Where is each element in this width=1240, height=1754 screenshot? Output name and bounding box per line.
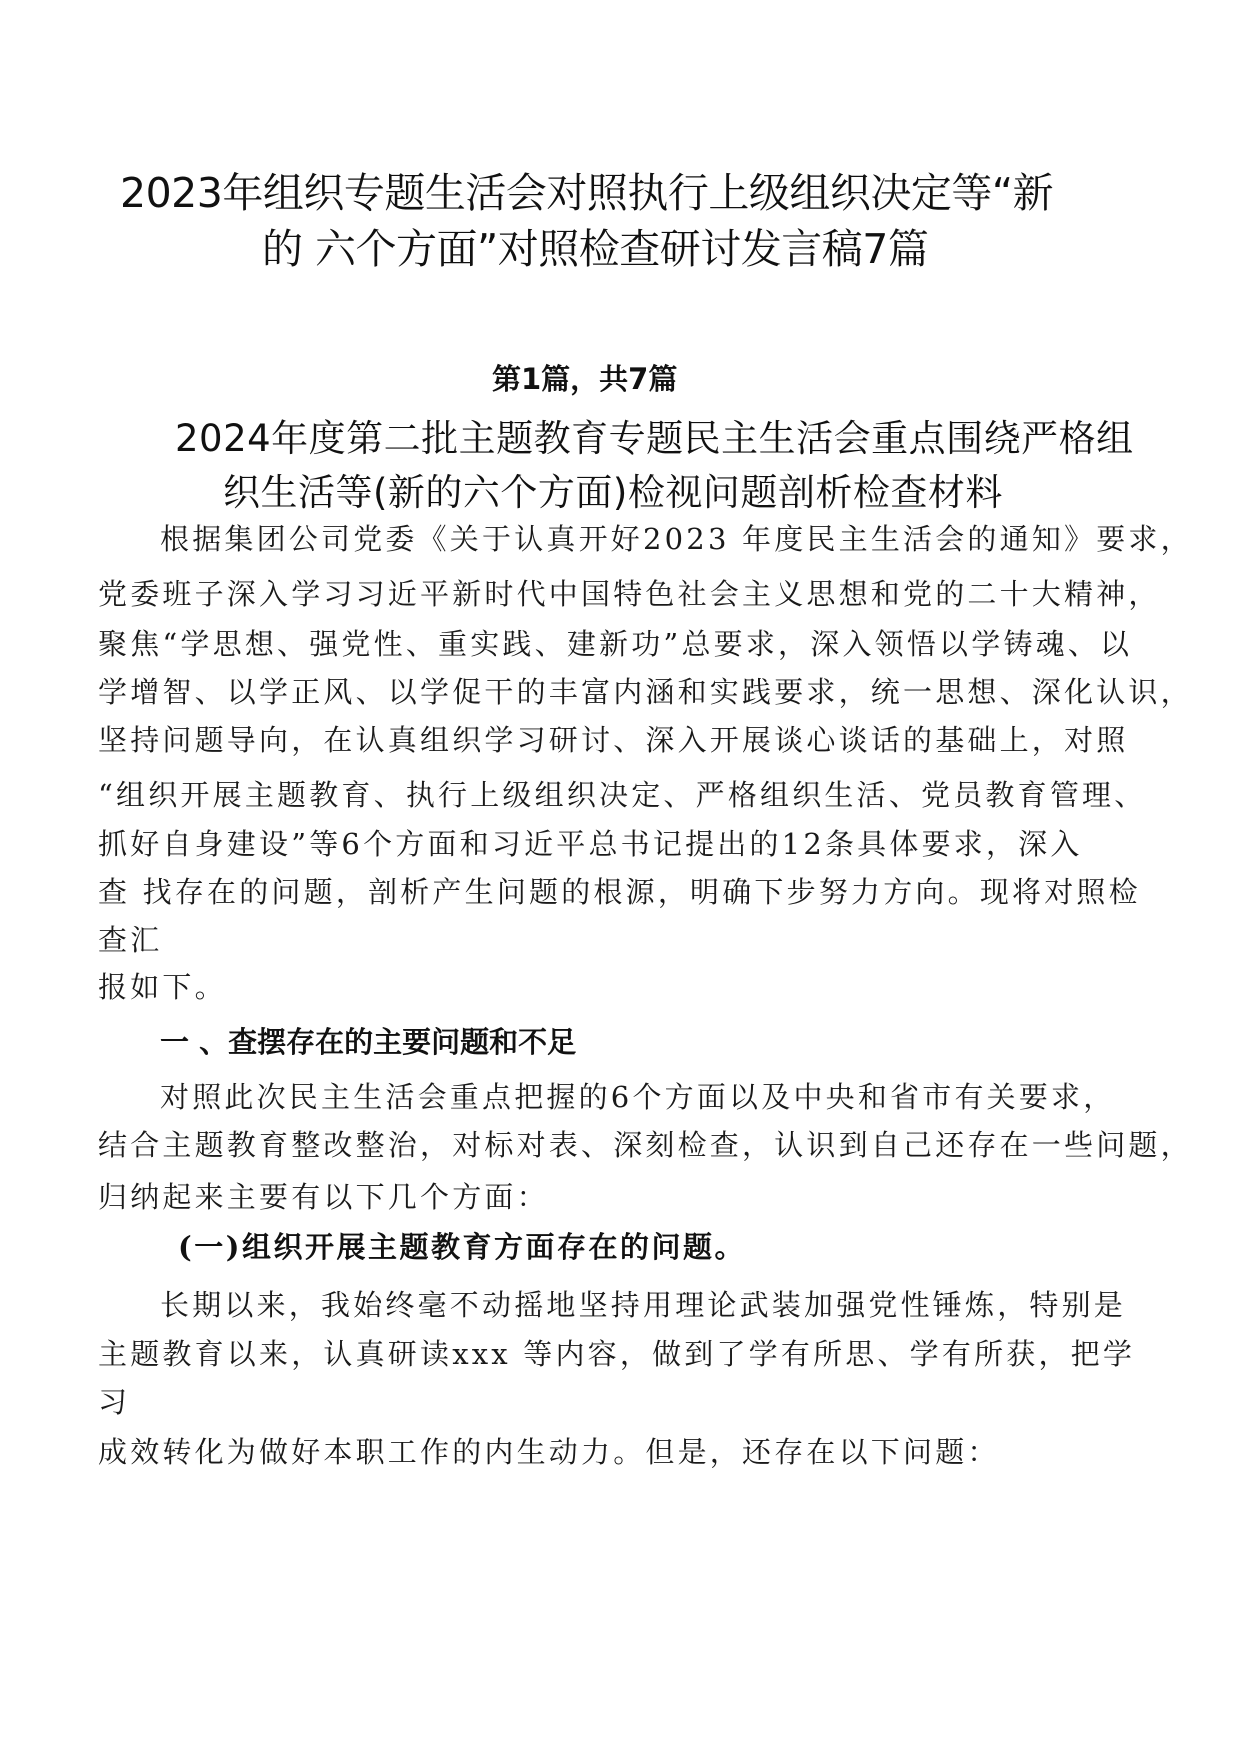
intro-line-7: 抓好自身建设”等6个方面和习近平总书记提出的12条具体要求，深入 [98, 827, 1083, 861]
section-1-line-2: 结合主题教育整改整治，对标对表、深刻检查，认识到自己还存在一些问题， [98, 1128, 1193, 1162]
subsection-1-line-3: 习 [98, 1385, 131, 1419]
intro-line-2: 党委班子深入学习习近平新时代中国特色社会主义思想和党的二十大精神， [98, 577, 1161, 611]
document-title-line-2: 的 六个方面”对照检查研讨发言稿7篇 [262, 225, 929, 273]
intro-line-4: 学增智、以学正风、以学促干的丰富内涵和实践要求，统一思想、深化认识， [98, 675, 1193, 709]
subtitle-line-2: 织生活等(新的六个方面)检视问题剖析检查材料 [223, 471, 1003, 514]
intro-line-6: “组织开展主题教育、执行上级组织决定、严格组织生活、党员教育管理、 [98, 778, 1147, 812]
intro-line-8: 查 找存在的问题，剖析产生问题的根源，明确下步努力方向。现将对照检 [98, 875, 1141, 909]
part-label: 第1篇，共7篇 [492, 362, 678, 396]
intro-line-5: 坚持问题导向，在认真组织学习研讨、深入开展谈心谈话的基础上，对照 [98, 723, 1129, 757]
document-title-line-1: 2023年组织专题生活会对照执行上级组织决定等“新 [120, 169, 1054, 217]
section-1-line-1: 对照此次民主生活会重点把握的6个方面以及中央和省市有关要求， [160, 1080, 1116, 1114]
intro-line-1: 根据集团公司党委《关于认真开好2023 年度民主生活会的通知》要求， [160, 522, 1193, 556]
intro-line-9: 查汇 [98, 923, 163, 957]
section-1-line-3: 归纳起来主要有以下几个方面： [98, 1180, 549, 1214]
subsection-1-line-2: 主题教育以来，认真研读xxx 等内容，做到了学有所思、学有所获，把学 [98, 1337, 1136, 1371]
subsection-1-line-4: 成效转化为做好本职工作的内生动力。但是，还存在以下问题： [98, 1435, 1000, 1469]
subsection-1-heading: (一)组织开展主题教育方面存在的问题。 [178, 1230, 746, 1264]
subsection-1-line-1: 长期以来，我始终毫不动摇地坚持用理论武装加强党性锤炼，特别是 [160, 1288, 1127, 1322]
subtitle-line-1: 2024年度第二批主题教育专题民主生活会重点围绕严格组 [175, 417, 1134, 460]
intro-line-3: 聚焦“学思想、强党性、重实践、建新功”总要求，深入领悟以学铸魂、以 [98, 627, 1133, 661]
intro-line-10: 报如下。 [98, 970, 227, 1004]
section-1-heading: 一 、查摆存在的主要问题和不足 [160, 1025, 577, 1059]
